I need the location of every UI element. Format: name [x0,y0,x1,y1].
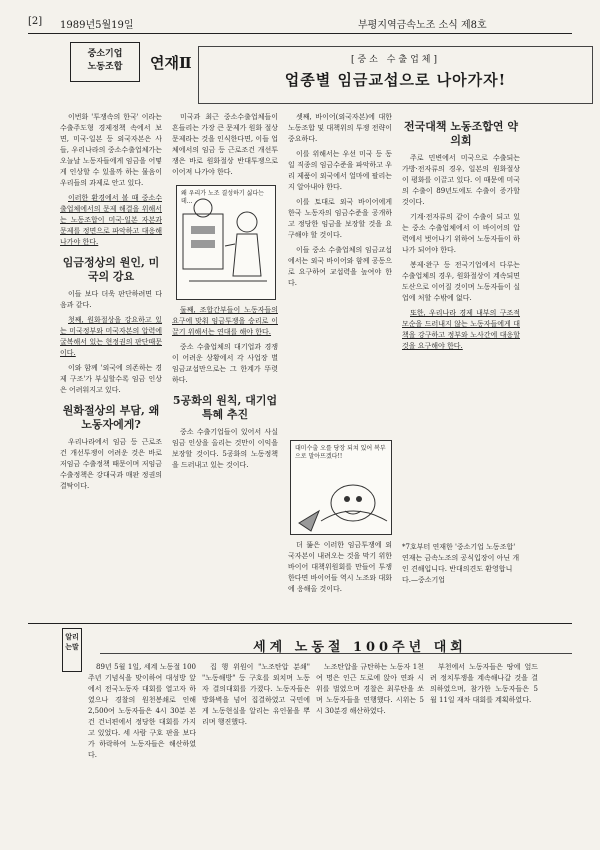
series-badge [70,42,140,82]
section-title: 세계 노동절 100주년 대회 [253,640,467,655]
section-title-rule [100,653,572,654]
col3-paragraph: 셋째, 바이어(외국자본)에 대한 노동조합 및 대책위의 투쟁 전략이 중요하다. [288,113,392,143]
header-rule [28,33,572,34]
col3-paragraph: 이를 토대로 외국 바이어에게 한국 노동자의 임금수준을 공개하고 정당한 임금을 보장할 것을 요구해야 할 것이다. [288,198,392,239]
section-divider [28,623,572,624]
section2-column-3 [316,662,424,822]
col1-paragraph: 이와 함께 '외국에 의존하는 경제 구조'가 부실할수록 임금 인상은 어려워지고 있다. [60,364,162,394]
col3-paragraph: 더 뚫은 이러한 임금투쟁에 외국자본이 내려오는 것을 막기 위한 바이어 대책위원회를 만들어 투쟁한다면 바이어들 역시 노조와 대화에 응해올 것이다. [288,541,392,593]
col1-subheading: 원화절상의 부담, 왜 노동자에게? [62,404,160,431]
cartoon-caption: 대미수출 오를 당장 되쳐 있어 복부으로 말아뜨겠다!! [295,445,386,460]
col1-paragraph: 이들 보다 더욱 판단하려면 다음과 같다. [60,290,162,309]
col2-paragraph: 미국과 최근 중소수출업체들이 흔들리는 가장 큰 문제가 원화 절상 문제라는 것을 인식한다면, 이들 업체에서의 임금 등 근로조건 개선투쟁은 바로 원화절상 반대투쟁으로 이어져 나가야 한다. [172,113,278,176]
headline-kicker: [중소 수출업체] [350,55,441,65]
col4-paragraph: 또한, 우리나라 경제 내부의 구조적 모순을 드러내지 않는 노동자들에게 대책을 강구하고 정부와 노사간에 대응할 것을 요구해야 한다. [402,309,520,350]
col3-paragraph: 이를 위해서는 우선 미국 등 동일 직종의 임금수준을 파악하고 우리 제품이 외국에서 얼마에 팔리는지 알아내야 한다. [288,150,392,191]
col1-paragraph: 이번화 '투쟁속의 한국' 이라는 수출주도형 경제정책 속에서 보면, 미국·일본 등 외국자본은 사들, 우리나라의 중소수출업체가는 오늘날 노동자들에게 임금을 어떻게 인상할 수 있을까 하는 물음이 우리들의 과제로 안고 있다. [60,113,162,187]
col4-paragraph: 봉제·완구 등 전국기업에서 다루는 수출업체의 경우, 원화절상이 계속되면 도산으로 이어질 것이며 노동자들이 실업에 처할 수밖에 없다. [402,261,520,302]
article-column-3-bottom [288,540,392,617]
publisher: 부평지역금속노조 소식 제8호 [358,20,487,31]
headline-box [198,46,593,104]
col1-paragraph: 우리나라에서 임금 등 근로조건 개선투쟁이 어려운 것은 바로 저임금 수출정책 때문이며 저임금 수출정책은 강대국과 매판 정권의 결탁이다. [60,438,162,490]
col1-paragraph: 이러한 환경에서 볼 때 중소수출업체에서의 문제 해결을 위해서는 노동조합이 미국·일본 자본과 문제를 정면으로 파악하고 대응해 나가야 한다. [60,194,162,246]
col3-paragraph: 이들 중소 수출업체의 임금교섭에서는 외국 바이어와 함께 공동으로 요구하여 교섭력을 높여야 한다. [288,246,392,287]
article-column-4 [402,112,520,537]
section2-paragraph: 노조탄압을 규탄하는 노동자 1천여 명은 인근 도로에 앉아 연좌 시위를 벌였으며 경찰은 최루탄을 쏘며 노동자들을 연행했다. 시위는 5시 30분경 해산하였다. [316,663,424,715]
badge-line-2: 노동조합 [87,62,123,72]
col2-subheading: 5공화의 원칙, 대기업 특혜 추진 [172,394,278,421]
badge-line-1: 중소기업 [87,49,123,59]
col4-paragraph: 기계·전자류의 같이 수출이 되고 있는 중소 수출업체에서 이 바이어의 압력에서 벗어나기 위하여 노동자들이 하나가 되어야 한다. [402,213,520,254]
col2-paragraph: 중소 수출기업들이 있어서 사실 임금 인상을 올리는 것만이 이익을 보장할 것이다. 5공화의 노동정책을 드러내고 있는 것이다. [172,428,278,469]
section-tag: 알리는말 [62,628,82,672]
section2-paragraph: 부천에서 노동자들은 땅에 엎드려 정치투쟁을 계속해나갈 것을 결의하였으며, 참가한 노동자들은 5월 11일 재차 대회를 계획하였다. [430,663,538,704]
series-label: 연재Ⅱ [150,54,192,72]
issue-date: 1989년5월19일 [60,20,134,31]
cartoon-buyer [290,440,392,535]
page-number: [2] [28,16,43,27]
article-column-1 [60,112,162,617]
article-column-2-bottom [172,305,278,617]
col4-paragraph: 주로 민변에서 미국으로 수출되는 가방·전자류의 경우, 일본의 원화절상이 평화를 이끌고 있다. 이 때문에 미국의 수출이 89년도에도 수출이 증가할 것이다. [402,154,520,206]
article-column-2-top [172,112,278,182]
cartoon-union [176,185,276,300]
cartoon-caption: 왜 우리가 노조 결성하기 싫다는데... [181,190,264,205]
page-header [28,16,572,32]
col1-paragraph: 첫째, 원화절상을 강요하고 있는 미국정부와 미국자본의 압력에 굴복해서 있는 현정권의 판단때문이다. [60,316,162,357]
col4-subheading: 전국대책 노동조합연 약 의회 [404,120,518,147]
section2-column-1 [88,662,196,822]
col2-paragraph: 중소 수출업체의 대기업과 경쟁이 어려운 상황에서 각 사업장 별 임금교섭만으로는 그 한계가 뚜렷하다. [172,343,278,384]
section2-paragraph: 집 행 위원이 "노조탄압 분쇄" "노동해방" 등 구호를 외치며 노동자 결의대회를 가졌다. 노동자들은 방화벽을 넘어 집결하였고 국민에게 노동현실을 알리는 유인물을 뿌리며 행진했다. [202,663,310,726]
section2-column-4 [430,662,538,822]
section2-column-2 [202,662,310,822]
series-note: *7호부터 연재한 '중소기업 노동조합' 연재는 금속노조의 공식입장이 아닌 개인 견해입니다. 반대의견도 환영합니다.—중소기업 [402,543,520,584]
article-column-3-top [288,112,392,432]
col1-subheading: 임금정상의 원인, 미국의 강요 [62,256,160,283]
col2-paragraph: 둘째, 조합간부들이 노동자들의 요구에 맞춰 임금투쟁을 승리로 이끌기 위해서는 연대를 해야 한다. [172,306,278,336]
section2-paragraph: 89년 5월 1일, 세계 노동절 100주년 기념식을 맞이하여 대성방 앞에서 전국노동자 대회를 열고자 하였으나 경찰의 원천봉쇄로 인해 2,500여 노동자들은 4시 30분 본건 건너편에서 정당한 대회를 가지고 있었다. 세 사람 구호 판을 보다가 하락하여 노동자들은 해산하였다. [88,663,196,759]
headline: 업종별 임금교섭으로 나아가자! [284,71,507,89]
